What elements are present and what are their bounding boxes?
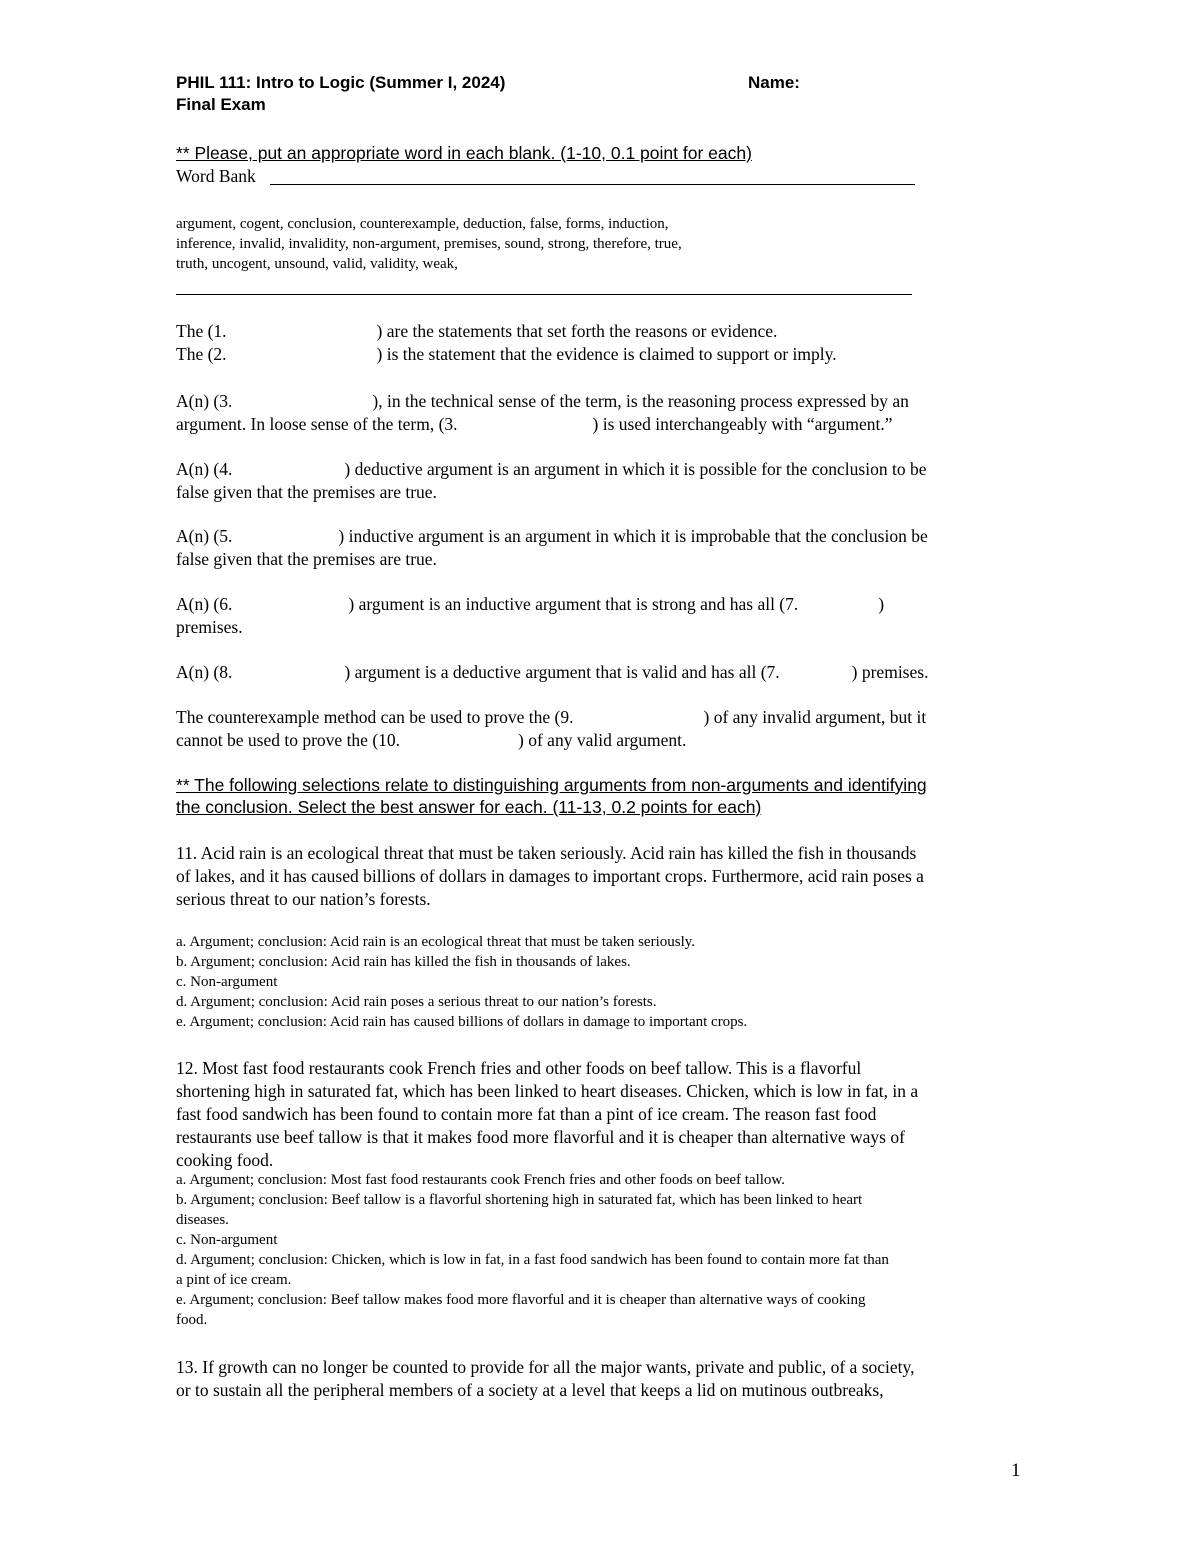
q6-text-end: premises. bbox=[176, 617, 243, 637]
q5-text-start: A(n) (5. bbox=[176, 526, 233, 546]
passage-line: of lakes, and it has caused billions of dollars in damages to important crops. Furthermore, acid rain poses a bbox=[176, 866, 924, 886]
q8-text-middle: ) argument is a deductive argument that is valid and has all (7. bbox=[344, 662, 780, 682]
question-4 bbox=[176, 458, 926, 504]
question-5 bbox=[176, 525, 928, 571]
word-bank-line: inference, invalid, invalidity, non-argument, premises, sound, strong, therefore, true, bbox=[176, 236, 682, 252]
passage-line: 13. If growth can no longer be counted to provide for all the major wants, private and public, of a society, bbox=[176, 1357, 915, 1377]
question-1 bbox=[176, 320, 777, 343]
q3-text-end: ) is used interchangeably with “argument.” bbox=[592, 414, 893, 434]
q10-text-end: ) of any valid argument. bbox=[518, 730, 687, 750]
question-12-passage bbox=[176, 1057, 918, 1172]
passage-line: or to sustain all the peripheral members of a society at a level that keeps a lid on mutinous outbreaks, bbox=[176, 1380, 884, 1400]
answer-option-b-continued: diseases. bbox=[176, 1212, 229, 1228]
question-3 bbox=[176, 390, 909, 436]
answer-option-b[interactable]: b. Argument; conclusion: Beef tallow is a flavorful shortening high in saturated fat, which has been linked to heart bbox=[176, 1192, 863, 1208]
question-11-passage bbox=[176, 842, 924, 911]
q4-text-end: false given that the premises are true. bbox=[176, 482, 437, 502]
q1-text-end: ) are the statements that set forth the reasons or evidence. bbox=[376, 321, 778, 341]
passage-line: restaurants use beef tallow is that it makes food more flavorful and it is cheaper than alternative ways of bbox=[176, 1127, 905, 1147]
q3-text-middle: ), in the technical sense of the term, is the reasoning process expressed by an bbox=[372, 391, 909, 411]
q2-text-end: ) is the statement that the evidence is claimed to support or imply. bbox=[376, 344, 837, 364]
passage-line: fast food sandwich has been found to contain more fat than a pint of ice cream. The reason fast food bbox=[176, 1104, 877, 1124]
q3-text-start: A(n) (3. bbox=[176, 391, 233, 411]
q9-text-middle: ) of any invalid argument, but it bbox=[703, 707, 927, 727]
word-bank-line: argument, cogent, conclusion, counterexample, deduction, false, forms, induction, bbox=[176, 216, 669, 232]
q10-text-start: cannot be used to prove the (10. bbox=[176, 730, 401, 750]
q9-text-start: The counterexample method can be used to prove the (9. bbox=[176, 707, 574, 727]
exam-title: Final Exam bbox=[176, 95, 266, 114]
word-bank-divider bbox=[176, 294, 912, 295]
answer-option-e-continued: food. bbox=[176, 1312, 208, 1328]
q4-text-middle: ) deductive argument is an argument in which it is possible for the conclusion to be bbox=[344, 459, 927, 479]
q6-text-middle: ) argument is an inductive argument that is strong and has all (7. bbox=[348, 594, 799, 614]
answer-option-e[interactable]: e. Argument; conclusion: Beef tallow makes food more flavorful and it is cheaper than alternative ways of cooking bbox=[176, 1292, 866, 1308]
q1-text-start: The (1. bbox=[176, 321, 227, 341]
word-bank-list bbox=[176, 214, 682, 274]
q6-text-start: A(n) (6. bbox=[176, 594, 233, 614]
question-13-passage bbox=[176, 1356, 915, 1402]
question-11-options bbox=[176, 932, 747, 1032]
q5-text-middle: ) inductive argument is an argument in which it is improbable that the conclusion be bbox=[338, 526, 928, 546]
part2-instruction bbox=[176, 774, 927, 818]
question-6 bbox=[176, 593, 884, 639]
q8-text-start: A(n) (8. bbox=[176, 662, 233, 682]
question-2 bbox=[176, 343, 837, 366]
part1-instruction: ** Please, put an appropriate word in each blank. (1-10, 0.1 point for each) bbox=[176, 143, 752, 163]
answer-option-a[interactable]: a. Argument; conclusion: Most fast food restaurants cook French fries and other foods on beef tallow. bbox=[176, 1172, 786, 1188]
question-12-options bbox=[176, 1170, 889, 1330]
passage-line: 12. Most fast food restaurants cook French fries and other foods on beef tallow. This is a flavorful bbox=[176, 1058, 862, 1078]
page-number: 1 bbox=[1011, 1460, 1021, 1481]
q8-text-end: ) premises. bbox=[851, 662, 929, 682]
passage-line: shortening high in saturated fat, which has been linked to heart diseases. Chicken, which is low in fat, in a bbox=[176, 1081, 919, 1101]
answer-option-a[interactable]: a. Argument; conclusion: Acid rain is an ecological threat that must be taken seriously. bbox=[176, 934, 696, 950]
answer-option-d[interactable]: d. Argument; conclusion: Chicken, which is low in fat, in a fast food sandwich has been found to contain more fat than bbox=[176, 1252, 889, 1268]
answer-option-d-continued: a pint of ice cream. bbox=[176, 1272, 292, 1288]
passage-line: serious threat to our nation’s forests. bbox=[176, 889, 431, 909]
answer-option-c[interactable]: c. Non-argument bbox=[176, 1232, 278, 1248]
q2-text-start: The (2. bbox=[176, 344, 227, 364]
word-bank-label: Word Bank bbox=[176, 166, 256, 186]
q6-close-paren: ) bbox=[878, 594, 885, 614]
q3-text-second-line: argument. In loose sense of the term, (3. bbox=[176, 414, 458, 434]
answer-option-b[interactable]: b. Argument; conclusion: Acid rain has killed the fish in thousands of lakes. bbox=[176, 954, 631, 970]
passage-line: cooking food. bbox=[176, 1150, 274, 1170]
question-8 bbox=[176, 661, 928, 684]
answer-option-e[interactable]: e. Argument; conclusion: Acid rain has caused billions of dollars in damage to important crops. bbox=[176, 1014, 748, 1030]
answer-option-d[interactable]: d. Argument; conclusion: Acid rain poses a serious threat to our nation’s forests. bbox=[176, 994, 657, 1010]
q5-text-end: false given that the premises are true. bbox=[176, 549, 437, 569]
passage-line: 11. Acid rain is an ecological threat that must be taken seriously. Acid rain has killed the fish in thousands bbox=[176, 843, 917, 863]
word-bank-underline bbox=[270, 184, 915, 185]
q4-text-start: A(n) (4. bbox=[176, 459, 233, 479]
answer-option-c[interactable]: c. Non-argument bbox=[176, 974, 278, 990]
course-title: PHIL 111: Intro to Logic (Summer I, 2024) bbox=[176, 73, 506, 92]
part2-instruction-line: ** The following selections relate to distinguishing arguments from non-arguments and identifying bbox=[176, 775, 927, 795]
name-label: Name: bbox=[748, 73, 800, 92]
part2-instruction-line: the conclusion. Select the best answer for each. (11-13, 0.2 points for each) bbox=[176, 797, 762, 817]
question-9 bbox=[176, 706, 926, 752]
word-bank-line: truth, uncogent, unsound, valid, validity, weak, bbox=[176, 256, 458, 272]
